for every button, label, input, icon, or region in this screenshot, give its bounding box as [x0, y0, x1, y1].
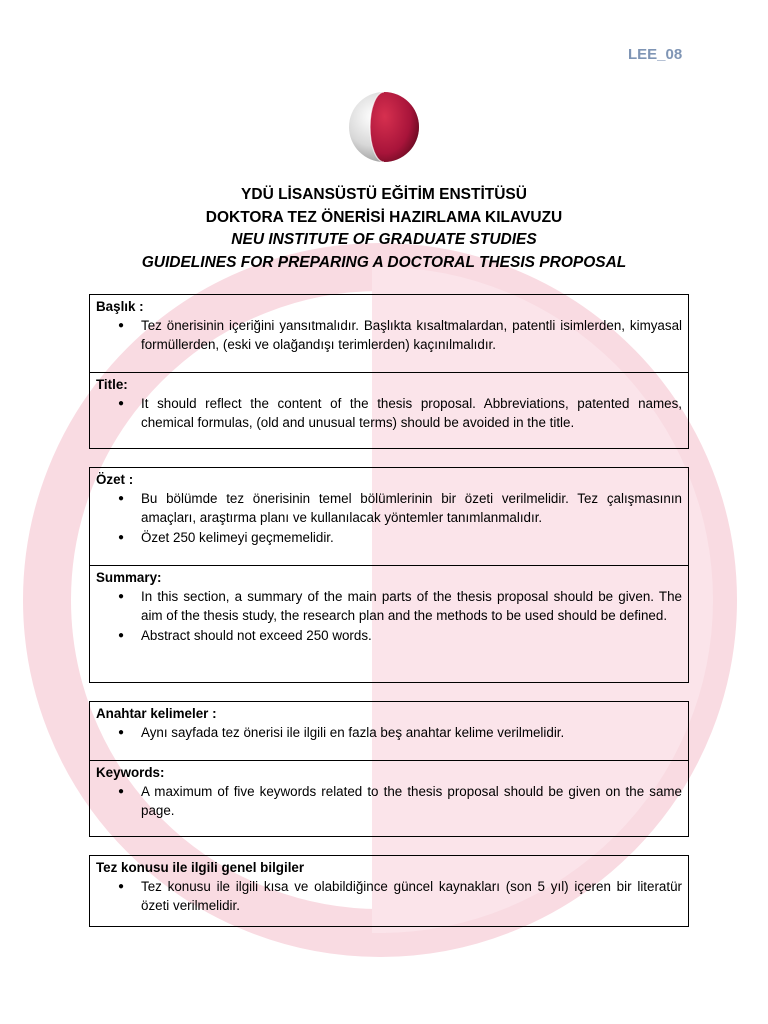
title-en-institute: NEU INSTITUTE OF GRADUATE STUDIES — [231, 231, 537, 248]
list-item: ● A maximum of five keywords related to the thesis proposal should be given on the same page. — [141, 782, 682, 820]
document-code: LEE_08 — [628, 46, 683, 63]
section-anahtar-kelimeler — [90, 702, 688, 760]
section-heading: Başlık : — [96, 299, 144, 314]
section-heading: Özet : — [96, 472, 134, 487]
bullet-list — [96, 723, 682, 742]
section-heading: Keywords: — [96, 765, 165, 780]
bullet-list — [96, 877, 682, 915]
section-heading: Summary: — [96, 570, 162, 585]
section-title-en — [90, 372, 688, 448]
section-genel-bilgiler — [90, 856, 688, 926]
list-item: ● In this section, a summary of the main parts of the thesis proposal should be given. The aim of the thesis study, the research plan and the methods to be used should be defined. — [141, 587, 682, 625]
bullet-list — [96, 587, 682, 645]
bullet-list — [96, 782, 682, 820]
list-item: ● Aynı sayfada tez önerisi ile ilgili en fazla beş anahtar kelime verilmelidir. — [141, 723, 682, 742]
list-item: ● Tez konusu ile ilgili kısa ve olabildiğince güncel kaynakları (son 5 yıl) içeren bir literatür özeti verilmelidir. — [141, 877, 682, 915]
section-keywords-en — [90, 760, 688, 836]
section-heading: Anahtar kelimeler : — [96, 706, 217, 721]
list-item: ● Özet 250 kelimeyi geçmemelidir. — [141, 528, 682, 547]
box-summary — [89, 467, 689, 683]
title-tr-institute: YDÜ LİSANSÜSTÜ EĞİTİM ENSTİTÜSÜ — [241, 186, 527, 203]
section-baslik — [90, 295, 688, 372]
section-summary-en — [90, 565, 688, 682]
university-logo-icon — [347, 90, 421, 164]
section-ozet — [90, 468, 688, 565]
section-heading: Title: — [96, 377, 128, 392]
document-titles — [0, 184, 768, 274]
title-en-guide: GUIDELINES FOR PREPARING A DOCTORAL THESIS PROPOSAL — [141, 253, 627, 271]
title-tr-guide: DOKTORA TEZ ÖNERİSİ HAZIRLAMA KILAVUZU — [205, 208, 563, 226]
bullet-list — [96, 489, 682, 547]
box-title — [89, 294, 689, 449]
section-heading: Tez konusu ile ilgili genel bilgiler — [96, 860, 305, 875]
box-keywords — [89, 701, 689, 837]
bullet-list — [96, 394, 682, 432]
list-item: ● Tez önerisinin içeriğini yansıtmalıdır. Başlıkta kısaltmalardan, patentli isimlerden, kimyasal formüllerden, (eski ve olağandışı terimlerden) kaçınılmalıdır. — [141, 316, 682, 354]
list-item: ● Bu bölümde tez önerisinin temel bölümlerinin bir özeti verilmelidir. Tez çalışmasının amaçları, araştırma planı ve kullanılacak yöntemler tanımlanmalıdır. — [141, 489, 682, 527]
list-item: ● It should reflect the content of the thesis proposal. Abbreviations, patented names, chemical formulas, (old and unusual terms) should be avoided in the title. — [141, 394, 682, 432]
box-general-info — [89, 855, 689, 927]
list-item: ● Abstract should not exceed 250 words. — [141, 626, 682, 645]
bullet-list — [96, 316, 682, 354]
